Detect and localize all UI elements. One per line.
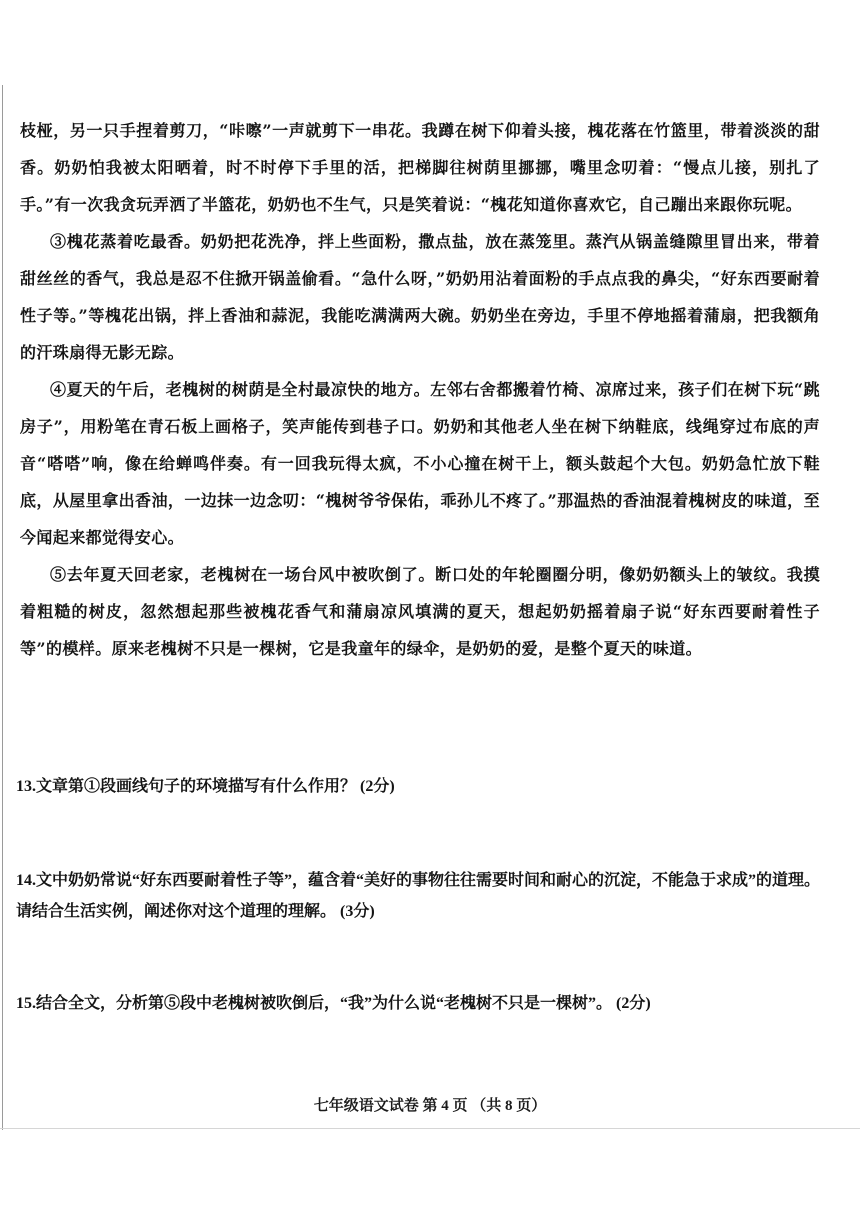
question-14 bbox=[16, 865, 826, 927]
paragraph-5: ⑤去年夏天回老家，老槐树在一场台风中被吹倒了。断口处的年轮圈圈分明，像奶奶额头上的皱纹。我摸着粗糙的树皮，忽然想起那些被槐花香气和蒲扇凉风填满的夏天，想起奶奶摇着扇子说“好东西要耐着性子等”的模样。原来老槐树不只是一棵树，它是我童年的绿伞，是奶奶的爱，是整个夏天的味道。 bbox=[20, 565, 820, 658]
question-13 bbox=[16, 772, 826, 802]
scan-edge-line bbox=[2, 85, 3, 1130]
reading-passage bbox=[20, 112, 820, 667]
paragraph-3: ③槐花蒸着吃最香。奶奶把花洗净，拌上些面粉，撒点盐，放在蒸笼里。蒸汽从锅盖缝隙里冒出来，带着甜丝丝的香气，我总是忍不住掀开锅盖偷看。“急什么呀，”奶奶用沾着面粉的手点点我的鼻尖，“好东西要耐着性子等。”等槐花出锅，拌上香油和蒜泥，我能吃满满两大碗。奶奶坐在旁边，手里不停地摇着蒲扇，把我额角的汗珠扇得无影无踪。 bbox=[20, 232, 820, 362]
question-13-text: 13.文章第①段画线句子的环境描写有什么作用？ (2分) bbox=[16, 778, 395, 795]
paragraph-4: ④夏天的午后，老槐树的树荫是全村最凉快的地方。左邻右舍都搬着竹椅、凉席过来，孩子们在树下玩“跳房子”，用粉笔在青石板上画格子，笑声能传到巷子口。奶奶和其他老人坐在树下纳鞋底，线绳穿过布底的声音“嗒嗒”响，像在给蝉鸣伴奏。有一回我玩得太疯，不小心撞在树干上，额头鼓起个大包。奶奶急忙放下鞋底，从屋里拿出香油，一边抹一边念叨：“槐树爷爷保佑，乖孙儿不疼了。”那温热的香油混着槐树皮的味道，至今闻起来都觉得安心。 bbox=[20, 380, 820, 547]
page-footer: 七年级语文试卷 第 4 页 （共 8 页） bbox=[313, 1098, 547, 1114]
scan-bottom-edge bbox=[0, 1128, 860, 1129]
question-15-text: 15.结合全文，分析第⑤段中老槐树被吹倒后，“我”为什么说“老槐树不只是一棵树”。 (2分) bbox=[16, 995, 651, 1012]
question-14-text: 14.文中奶奶常说“好东西要耐着性子等”，蕴含着“美好的事物往往需要时间和耐心的沉淀，不能急于求成”的道理。请结合生活实例，阐述你对这个道理的理解。 (3分) bbox=[16, 872, 821, 920]
question-15 bbox=[16, 989, 826, 1019]
paragraph-continued: 枝桠，另一只手捏着剪刀，“咔嚓”一声就剪下一串花。我蹲在树下仰着头接，槐花落在竹篮里，带着淡淡的甜香。奶奶怕我被太阳晒着，时不时停下手里的活，把梯脚往树荫里挪挪，嘴里念叨着：“慢点儿接，别扎了手。”有一次我贪玩弄洒了半篮花，奶奶也不生气，只是笑着说：“槐花知道你喜欢它，自己蹦出来跟你玩呢。 bbox=[20, 121, 820, 214]
